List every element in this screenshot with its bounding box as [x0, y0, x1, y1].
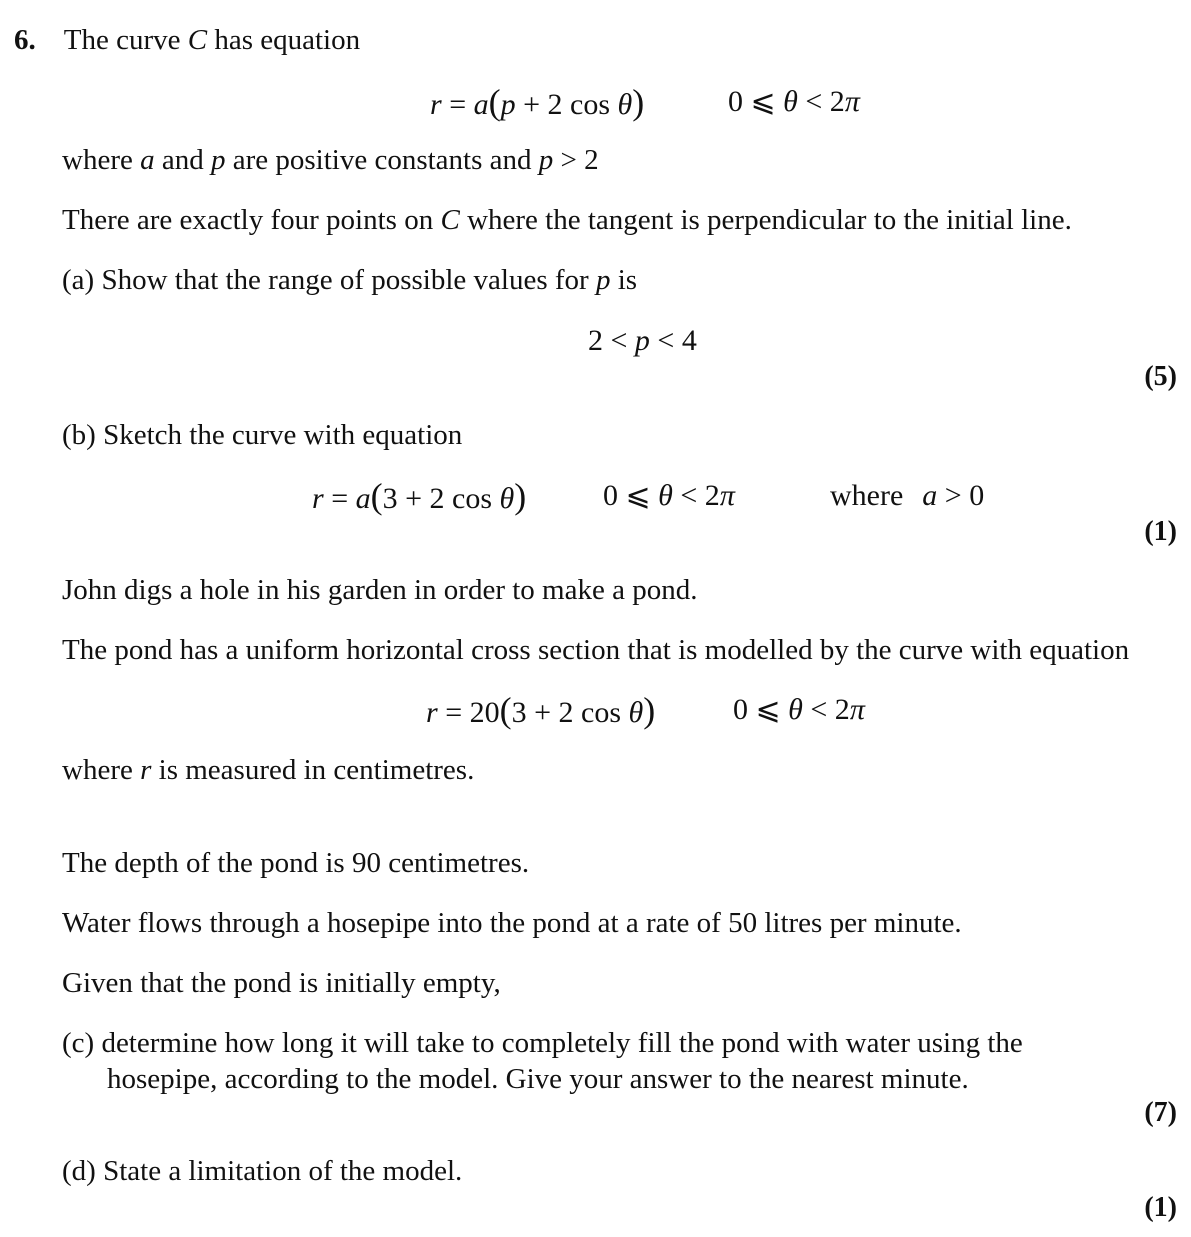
range-left: 2 <	[588, 324, 635, 357]
var-p: p	[538, 144, 554, 176]
part-b-equation	[312, 476, 526, 519]
equals-20: = 20	[437, 696, 500, 729]
pond-depth: The depth of the pond is 90 centimetres.	[62, 847, 530, 879]
var-a: a	[355, 482, 371, 515]
intro-end-text: has equation	[214, 24, 361, 56]
curve-name: C	[440, 204, 460, 236]
pond-given: Given that the pond is initially empty,	[62, 967, 501, 999]
range-right: < 4	[649, 324, 697, 357]
pond-domain	[733, 690, 865, 730]
var-a: a	[473, 88, 489, 121]
part-a-range	[588, 321, 697, 361]
var-theta: θ	[499, 482, 515, 515]
domain-theta: θ	[783, 85, 798, 118]
part-c-label: (c)	[62, 1027, 95, 1059]
var-r: r	[312, 482, 324, 515]
range-p: p	[634, 324, 650, 357]
paren-open: (	[370, 476, 383, 516]
var-p: p	[595, 264, 611, 296]
intro-text: The curve	[63, 24, 181, 56]
part-c-marks: (7)	[1144, 1097, 1177, 1128]
part-a-text: Show that the range of possible values for	[101, 264, 589, 296]
domain-pi: π	[844, 85, 860, 118]
part-a	[62, 262, 637, 298]
domain-right: < 2	[802, 693, 850, 726]
where-word: where	[830, 479, 904, 512]
part-c-text-1: determine how long it will take to completely fill the pond with water using the	[101, 1027, 1023, 1059]
var-a: a	[922, 479, 938, 512]
var-theta: θ	[628, 696, 644, 729]
part-b-condition	[830, 476, 984, 516]
part-d-label: (d)	[62, 1155, 96, 1187]
where-word: where	[62, 144, 133, 176]
domain-left: 0 ⩽	[733, 693, 789, 726]
condition: > 2	[553, 144, 599, 176]
question-number: 6.	[14, 24, 36, 56]
part-b-domain	[603, 476, 735, 516]
eq-body: 3 + 2 cos	[382, 482, 500, 515]
paren-close: )	[514, 476, 527, 516]
part-b	[62, 417, 462, 453]
part-c-line-1	[62, 1025, 1023, 1061]
var-r: r	[140, 754, 152, 786]
tangent-pre: There are exactly four points on	[62, 204, 434, 236]
equation-1-domain	[728, 82, 860, 122]
and-word: and	[161, 144, 204, 176]
equals-sign: =	[441, 88, 474, 121]
var-r: r	[426, 696, 438, 729]
domain-right: < 2	[672, 479, 720, 512]
part-d-text: State a limitation of the model.	[103, 1155, 463, 1187]
var-a: a	[140, 144, 155, 176]
part-d	[62, 1153, 462, 1189]
eq-body: 3 + 2 cos	[511, 696, 629, 729]
pond-units-line	[62, 752, 474, 788]
pond-line-2: The pond has a uniform horizontal cross section that is modelled by the curve with equation	[62, 634, 1130, 666]
units-text: is measured in centimetres.	[158, 754, 475, 786]
constants-line	[62, 142, 599, 178]
domain-left: 0 ⩽	[603, 479, 659, 512]
domain-theta: θ	[658, 479, 673, 512]
paren-close: )	[643, 690, 656, 730]
part-b-text: Sketch the curve with equation	[103, 419, 463, 451]
paren-open: (	[499, 690, 512, 730]
domain-theta: θ	[788, 693, 803, 726]
part-c-line-2: hosepipe, according to the model. Give your answer to the nearest minute.	[107, 1063, 969, 1095]
equals-sign: =	[323, 482, 356, 515]
var-p: p	[210, 144, 226, 176]
part-a-marks: (5)	[1144, 361, 1177, 392]
part-b-label: (b)	[62, 419, 96, 451]
question-intro	[14, 22, 360, 58]
part-a-label: (a)	[62, 264, 95, 296]
pond-line-1: John digs a hole in his garden in order to make a pond.	[62, 574, 698, 606]
domain-left: 0 ⩽	[728, 85, 784, 118]
tangent-post: where the tangent is perpendicular to the initial line.	[467, 204, 1072, 236]
var-p: p	[500, 88, 516, 121]
part-a-end: is	[617, 264, 638, 296]
where-word: where	[62, 754, 133, 786]
tangent-line	[62, 202, 1072, 238]
paren-open: (	[488, 82, 501, 122]
curve-name: C	[187, 24, 208, 56]
paren-close: )	[632, 82, 645, 122]
pond-equation	[426, 690, 655, 733]
equation-1	[430, 82, 644, 125]
var-r: r	[430, 88, 442, 121]
domain-pi: π	[849, 693, 865, 726]
cos-term: + 2 cos	[515, 88, 618, 121]
constants-text: are positive constants and	[232, 144, 532, 176]
part-b-marks: (1)	[1144, 516, 1177, 547]
pond-flow: Water flows through a hosepipe into the pond at a rate of 50 litres per minute.	[62, 907, 962, 939]
var-theta: θ	[617, 88, 633, 121]
part-d-marks: (1)	[1144, 1192, 1177, 1223]
domain-right: < 2	[797, 85, 845, 118]
condition: > 0	[937, 479, 985, 512]
domain-pi: π	[719, 479, 735, 512]
